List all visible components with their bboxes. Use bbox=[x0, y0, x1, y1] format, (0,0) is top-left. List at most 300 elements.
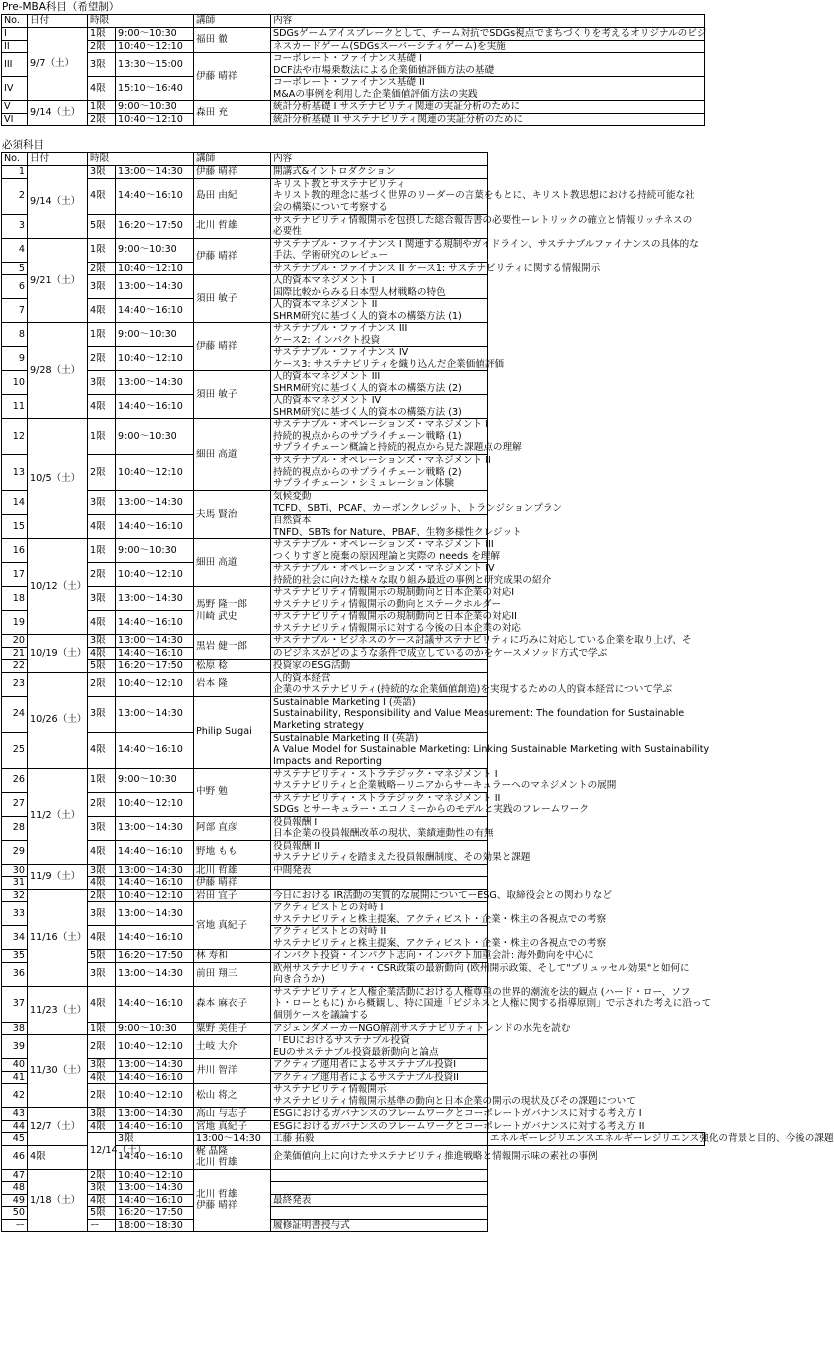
content-line: 持続的視点からのサプライチェーン戦略 (1) bbox=[273, 430, 462, 442]
lecturer-name: 馬野 隆一郎 bbox=[196, 599, 248, 610]
lecturer-name: 土岐 大介 bbox=[196, 1040, 238, 1052]
row-number: 14 bbox=[2, 491, 28, 515]
content-line: 自然資本 bbox=[273, 515, 312, 526]
lecturer-name: 北川 哲雄 bbox=[196, 1188, 238, 1200]
row-number: 43 bbox=[2, 1108, 28, 1121]
period-cell: 2限 bbox=[88, 889, 116, 902]
period-cell: 5限 bbox=[88, 214, 116, 238]
table-row bbox=[2, 101, 705, 114]
row-number: 21 bbox=[2, 647, 28, 660]
period-cell: 1限 bbox=[88, 101, 116, 114]
row-number: 22 bbox=[2, 660, 28, 673]
content-line: つくりすぎと廃棄の原因理論と実際の needs を理解 bbox=[273, 550, 500, 562]
period-cell: 4限 bbox=[88, 1071, 116, 1084]
time-cell: 9:00〜10:30 bbox=[116, 1022, 194, 1035]
content-line: SDGs とサーキュラー・エコノミーからのモデルと実践のフレームワーク bbox=[273, 804, 589, 815]
time-cell: 13:00〜14:30 bbox=[116, 371, 194, 395]
content-cell bbox=[271, 1182, 488, 1195]
content-cell bbox=[271, 950, 594, 963]
period-cell: 3限 bbox=[88, 696, 116, 732]
lecturer-cell bbox=[271, 1133, 488, 1146]
time-cell: 14:40〜16:10 bbox=[116, 395, 194, 419]
period-cell: 4限 bbox=[88, 877, 116, 890]
lecturer-name: 夫馬 賢治 bbox=[196, 508, 238, 520]
time-cell: 14:40〜16:10 bbox=[116, 1071, 194, 1084]
table-row bbox=[2, 178, 705, 214]
content-cell bbox=[271, 515, 522, 539]
content-line: 統計分析基礎 I サステナビリティ関連の実証分析のために bbox=[273, 101, 521, 112]
content-line: 人的資本マネジメント I bbox=[273, 275, 375, 286]
table-row bbox=[2, 299, 705, 323]
row-number: VI bbox=[2, 113, 28, 126]
lecturer-cell bbox=[194, 840, 271, 864]
content-line: 「EUにおけるサステナブル投資 bbox=[273, 1035, 410, 1046]
content-cell bbox=[271, 635, 692, 648]
content-line: キリスト教的理念に基づく世界のリーダーの言葉をもとに、キリスト教思想における持続可能な社 bbox=[273, 190, 695, 202]
period-cell: 2限 bbox=[88, 262, 116, 275]
content-cell bbox=[271, 889, 612, 902]
lecturer-cell bbox=[194, 1035, 271, 1059]
content-line: 手法、学術研究のレビュー bbox=[273, 250, 389, 261]
time-cell: 10:40〜12:10 bbox=[116, 347, 194, 371]
content-line: 履修証明書授与式 bbox=[273, 1219, 350, 1231]
content-line: コーポレート・ファイナンス基礎 II bbox=[273, 77, 425, 88]
table-row bbox=[2, 214, 705, 238]
lecturer-cell bbox=[194, 539, 271, 587]
period-cell: ー bbox=[88, 1219, 116, 1232]
content-line: 役員報酬 II bbox=[273, 840, 321, 852]
row-number: 9 bbox=[2, 347, 28, 371]
row-number: 3 bbox=[2, 214, 28, 238]
lecturer-name: 伊藤 晴祥 bbox=[196, 166, 238, 177]
content-cell bbox=[271, 986, 712, 1022]
time-cell: 10:40〜12:10 bbox=[116, 1169, 194, 1182]
time-cell: 13:00〜14:30 bbox=[116, 275, 194, 299]
content-line: サステナブル・オペレーションズ・マネジメント IV bbox=[273, 563, 495, 574]
lecturer-name: 岩本 隆 bbox=[196, 678, 228, 690]
content-line: 開講式&イントロダクション bbox=[273, 166, 396, 177]
period-cell: 4限 bbox=[88, 647, 116, 660]
table-row bbox=[2, 77, 705, 101]
content-line: サステナブル・ファイナンス II ケース1: サステナビリティに関する情報開示 bbox=[273, 262, 601, 274]
date-cell: 9/21（土） bbox=[28, 238, 88, 323]
time-cell: 14:40〜16:10 bbox=[116, 647, 194, 660]
content-cell bbox=[271, 1219, 488, 1232]
row-number: 20 bbox=[2, 635, 28, 648]
table-row bbox=[2, 1169, 705, 1182]
content-line: 最終発表 bbox=[273, 1194, 312, 1206]
content-line: サステナビリティと株主提案、アクティビスト・企業・株主の各視点での考察 bbox=[273, 913, 607, 925]
time-cell: 10:40〜12:10 bbox=[116, 1084, 194, 1108]
row-number: 17 bbox=[2, 563, 28, 587]
time-cell: 10:40〜12:10 bbox=[116, 40, 194, 53]
content-cell bbox=[271, 347, 505, 371]
row-number: ー bbox=[2, 1219, 28, 1232]
content-line: A Value Model for Sustainable Marketing: Linking Sustainable Marketing with Sustainability bbox=[273, 744, 710, 756]
date-cell: 1/18（土） bbox=[28, 1169, 88, 1232]
period-cell: 4限 bbox=[88, 732, 116, 768]
content-line: 必要性 bbox=[273, 226, 302, 237]
content-line: 持続的視点からのサプライチェーン戦略 (2) bbox=[273, 466, 462, 478]
lecturer-cell bbox=[194, 950, 271, 963]
lecturer-name: 細田 高道 bbox=[196, 556, 238, 568]
content-cell bbox=[271, 768, 617, 792]
table-row bbox=[2, 347, 705, 371]
content-line: 人的資本マネジメント II bbox=[273, 299, 378, 310]
lecturer-cell bbox=[194, 1022, 271, 1035]
time-cell: 16:20〜17:50 bbox=[116, 660, 194, 673]
row-number: 40 bbox=[2, 1059, 28, 1072]
date-cell: 12/7（土） bbox=[28, 1108, 88, 1146]
row-number: 50 bbox=[2, 1207, 28, 1220]
content-line: Sustainability, Responsibility and Value Measurement: The foundation for Sustainable bbox=[273, 708, 685, 720]
content-line: TNFD、SBTs for Nature、PBAF、生物多様性クレジット bbox=[273, 526, 522, 538]
row-number: 5 bbox=[2, 262, 28, 275]
content-line: 個別ケースを議論する bbox=[273, 1009, 369, 1021]
time-cell: 9:00〜10:30 bbox=[116, 238, 194, 262]
table-row bbox=[2, 840, 705, 864]
period-cell: 4限 bbox=[88, 395, 116, 419]
row-number: 42 bbox=[2, 1084, 28, 1108]
content-line: 向き合うか) bbox=[273, 974, 325, 985]
content-cell bbox=[271, 275, 488, 299]
row-number: 36 bbox=[2, 962, 28, 986]
content-line: サステナビリティ・ストラテジック・マネジメント I bbox=[273, 768, 498, 780]
required-table bbox=[1, 152, 834, 1232]
lecturer-name: 伊藤 晴祥 bbox=[196, 70, 238, 82]
table-row bbox=[2, 1182, 705, 1195]
content-line: サステナビリティと人権企業活動における人権尊重の世界的潮流を法的観点 (ハード・ロー、ソフ bbox=[273, 986, 691, 998]
table-row bbox=[2, 986, 705, 1022]
content-line: TCFD、SBTi、PCAF、カーボンクレジット、トランジションプラン bbox=[273, 502, 563, 514]
row-number: 11 bbox=[2, 395, 28, 419]
table-row bbox=[2, 1022, 705, 1035]
content-line: サステナビリティと株主提案、アクティビスト・企業・株主の各視点での考察 bbox=[273, 937, 607, 949]
time-cell: 13:00〜14:30 bbox=[116, 1108, 194, 1121]
lecturer-cell bbox=[194, 491, 271, 539]
content-cell bbox=[271, 660, 488, 673]
time-cell: 10:40〜12:10 bbox=[116, 563, 194, 587]
content-cell bbox=[271, 1059, 488, 1072]
content-cell bbox=[271, 962, 690, 986]
lecturer-name: 井川 智洋 bbox=[196, 1065, 238, 1077]
time-cell: 13:00〜14:30 bbox=[116, 1182, 194, 1195]
period-cell: 2限 bbox=[88, 1084, 116, 1108]
time-cell: 9:00〜10:30 bbox=[116, 101, 194, 114]
content-line: Sustainable Marketing I (英語) bbox=[273, 696, 416, 708]
time-cell: 10:40〜12:10 bbox=[116, 455, 194, 491]
period-cell: 3限 bbox=[88, 491, 116, 515]
time-cell: 13:00〜14:30 bbox=[116, 587, 194, 611]
row-number: 38 bbox=[2, 1022, 28, 1035]
table-row bbox=[2, 902, 705, 926]
content-cell bbox=[271, 262, 601, 275]
content-line: サステナビリティを踏まえた役員報酬制度、その効果と課題 bbox=[273, 852, 531, 863]
lecturer-name: 北川 哲雄 bbox=[196, 220, 238, 232]
table-row bbox=[2, 816, 705, 840]
header-period: 時限 bbox=[88, 153, 194, 166]
content-line: コーポレート・ファイナンス基礎 I bbox=[273, 53, 422, 64]
content-cell bbox=[271, 491, 563, 515]
lecturer-cell bbox=[194, 1120, 271, 1133]
header-period: 時限 bbox=[88, 15, 194, 28]
period-cell: 4限 bbox=[88, 299, 116, 323]
period-cell: 4限 bbox=[88, 1120, 116, 1133]
lecturer-name: 松原 稔 bbox=[196, 660, 228, 671]
time-cell: 13:30〜15:00 bbox=[116, 53, 194, 77]
table-row bbox=[2, 611, 705, 635]
content-cell bbox=[271, 299, 488, 323]
time-cell: 14:40〜16:10 bbox=[116, 1145, 194, 1169]
content-line: 欧州サステナビリティ・CSR政策の最新動向 (欧州開示政策、そして"ブリュッセル効果"と如何に bbox=[273, 962, 690, 974]
period-cell: 2限 bbox=[88, 792, 116, 816]
content-line: 投資家のESG活動 bbox=[273, 660, 351, 671]
time-cell: 16:20〜17:50 bbox=[116, 1207, 194, 1220]
period-cell: 3限 bbox=[116, 1133, 194, 1146]
lecturer-cell bbox=[194, 696, 271, 768]
time-cell: 13:00〜14:30 bbox=[194, 1133, 271, 1146]
content-cell bbox=[271, 1169, 488, 1182]
time-cell: 14:40〜16:10 bbox=[116, 732, 194, 768]
content-line: 日本企業の役員報酬改革の現状、業績連動性の有無 bbox=[273, 828, 494, 839]
date-cell: 12/14（土） bbox=[88, 1133, 116, 1170]
content-cell bbox=[271, 1084, 636, 1108]
time-cell: 13:00〜14:30 bbox=[116, 816, 194, 840]
row-number: 27 bbox=[2, 792, 28, 816]
content-line: のビジネスがどのような条件で成立しているのかをケースメソッド方式で学ぶ bbox=[273, 647, 608, 659]
content-line: サステナビリティ情報開示の動向とステークホルダー bbox=[273, 598, 502, 610]
content-line: ト・ローともに) から概観し、特に国連「ビジネスと人権に関する指導原則」で示された考えに沿って bbox=[273, 998, 712, 1010]
lecturer-name: 粟野 美佳子 bbox=[196, 1022, 248, 1034]
content-line: EUのサステナブル投資最新動向と論点 bbox=[273, 1046, 439, 1058]
lecturer-name: 細田 高道 bbox=[196, 448, 238, 460]
date-cell: 11/2（土） bbox=[28, 768, 88, 864]
lecturer-cell bbox=[194, 635, 271, 660]
content-cell bbox=[271, 214, 693, 238]
lecturer-name: 須田 敏子 bbox=[196, 292, 238, 304]
period-cell: 2限 bbox=[88, 563, 116, 587]
content-line: ケース2: インパクト投資 bbox=[273, 334, 381, 346]
content-line: ネスカードゲーム(SDGsスーパーシティゲーム)を実施 bbox=[273, 40, 506, 52]
content-line: サステナビリティと企業戦略ーリニアからサーキュラーへのマネジメントの展開 bbox=[273, 780, 617, 791]
content-cell bbox=[271, 877, 488, 890]
lecturer-name: 森田 充 bbox=[196, 107, 228, 119]
time-cell: 9:00〜10:30 bbox=[116, 28, 194, 41]
content-line: サステナビリティ情報開示基準の動向と日本企業の開示の現状及びその課題について bbox=[273, 1095, 636, 1107]
table-row bbox=[2, 113, 705, 126]
content-cell bbox=[271, 77, 705, 101]
table-row bbox=[2, 732, 705, 768]
lecturer-name: 福田 徹 bbox=[196, 34, 228, 46]
content-line: サプライチェーン・シミュレーション体験 bbox=[273, 478, 454, 490]
row-number: 16 bbox=[2, 539, 28, 563]
content-cell bbox=[271, 732, 710, 768]
table-row bbox=[2, 768, 705, 792]
content-line: サステナビリティ情報開示の規制動向と日本企業の対応I bbox=[273, 587, 515, 598]
period-cell: 3限 bbox=[88, 1182, 116, 1195]
content-line: サステナブル・オペレーションズ・マネジメント II bbox=[273, 455, 491, 467]
table-header bbox=[2, 15, 705, 28]
lecturer-cell bbox=[194, 371, 271, 419]
content-line: サステナブル・オペレーションズ・マネジメント III bbox=[273, 539, 494, 550]
period-cell: 3限 bbox=[88, 166, 116, 179]
row-number: 12 bbox=[2, 419, 28, 455]
lecturer-name: 島田 由紀 bbox=[196, 190, 238, 202]
time-cell: 14:40〜16:10 bbox=[116, 986, 194, 1022]
table-row bbox=[2, 371, 705, 395]
lecturer-cell bbox=[194, 214, 271, 238]
header-content: 内容 bbox=[271, 15, 705, 28]
table-row bbox=[2, 647, 705, 660]
content-line: 企業のサステナビリティ(持続的な企業価値創造)を実現するための人的資本経営について学ぶ bbox=[273, 684, 673, 695]
header-no: No. bbox=[2, 15, 28, 28]
table-row bbox=[2, 1071, 705, 1084]
period-cell: 1限 bbox=[88, 28, 116, 41]
content-line: 国際比較からみる日本型人材戦略の特色 bbox=[273, 286, 446, 298]
content-cell bbox=[271, 563, 552, 587]
row-number: V bbox=[2, 101, 28, 114]
time-cell: 14:40〜16:10 bbox=[116, 877, 194, 890]
lecturer-cell bbox=[194, 323, 271, 371]
lecturer-cell bbox=[194, 166, 271, 179]
content-line: エネルギーレジリエンスエネルギーレジリエンス強化の背景と目的、今後の課題 bbox=[490, 1133, 834, 1144]
lecturer-cell bbox=[194, 1108, 271, 1121]
period-cell: 4限 bbox=[88, 840, 116, 864]
content-cell bbox=[271, 455, 491, 491]
row-number: 30 bbox=[2, 864, 28, 877]
content-line: SHRM研究に基づく人的資本の構築方法 (2) bbox=[273, 382, 462, 394]
period-cell: 3限 bbox=[88, 371, 116, 395]
content-cell bbox=[271, 539, 500, 563]
lecturer-name: 須田 敏子 bbox=[196, 388, 238, 400]
content-line: Impacts and Reporting bbox=[273, 755, 382, 767]
period-cell: 4限 bbox=[88, 611, 116, 635]
table-row bbox=[2, 275, 705, 299]
lecturer-name: 川崎 武史 bbox=[196, 610, 238, 622]
time-cell: 14:40〜16:10 bbox=[116, 178, 194, 214]
row-number: 41 bbox=[2, 1071, 28, 1084]
time-cell: 13:00〜14:30 bbox=[116, 635, 194, 648]
lecturer-cell bbox=[194, 962, 271, 986]
table-row bbox=[2, 395, 705, 419]
content-cell bbox=[271, 323, 488, 347]
time-cell: 13:00〜14:30 bbox=[116, 166, 194, 179]
period-cell: 1限 bbox=[88, 539, 116, 563]
content-line: 気候変動 bbox=[273, 491, 312, 502]
content-line: 役員報酬 I bbox=[273, 816, 318, 828]
content-cell bbox=[271, 113, 705, 126]
period-cell: 1限 bbox=[88, 1022, 116, 1035]
lecturer-name: 伊藤 晴祥 bbox=[196, 340, 238, 352]
content-cell bbox=[271, 647, 608, 660]
pre-mba-section-title: Pre-MBA科目（希望制） bbox=[2, 1, 120, 13]
content-line: SHRM研究に基づく人的資本の構築方法 (1) bbox=[273, 310, 462, 322]
table-row bbox=[2, 40, 705, 53]
row-number: 47 bbox=[2, 1169, 28, 1182]
lecturer-cell bbox=[194, 1084, 271, 1108]
lecturer-cell bbox=[194, 419, 271, 491]
table-row bbox=[2, 323, 705, 347]
lecturer-name: 森本 麻衣子 bbox=[196, 998, 248, 1010]
period-cell: 3限 bbox=[88, 902, 116, 926]
lecturer-cell bbox=[194, 1145, 271, 1169]
lecturer-name: 野地 もも bbox=[196, 846, 238, 858]
content-cell bbox=[271, 672, 673, 696]
table-row bbox=[2, 539, 705, 563]
lecturer-name: 黒岩 健一郎 bbox=[196, 641, 248, 653]
date-cell: 11/9（土） bbox=[28, 864, 88, 889]
lecturer-cell bbox=[194, 238, 271, 275]
row-number: 7 bbox=[2, 299, 28, 323]
date-cell: 10/5（土） bbox=[28, 419, 88, 539]
lecturer-name: 伊藤 晴祥 bbox=[196, 877, 238, 888]
table-row bbox=[2, 672, 705, 696]
content-cell bbox=[271, 178, 695, 214]
lecturer-name: 松山 将之 bbox=[196, 1089, 238, 1101]
table-row bbox=[2, 1194, 705, 1207]
lecturer-cell bbox=[194, 1059, 271, 1084]
row-number: 33 bbox=[2, 902, 28, 926]
content-line: サステナビリティ情報開示に対する今後の日本企業の対応 bbox=[273, 622, 521, 634]
content-cell bbox=[271, 926, 607, 950]
content-line: サステナブル・ビジネスのケース討議サステナビリティに巧みに対応している企業を取り上げ、そ bbox=[273, 635, 692, 646]
table-row bbox=[2, 1059, 705, 1072]
lecturer-cell bbox=[194, 768, 271, 816]
table-row bbox=[2, 877, 705, 890]
content-cell bbox=[271, 395, 488, 419]
period-cell: 3限 bbox=[88, 816, 116, 840]
row-number: 18 bbox=[2, 587, 28, 611]
time-cell: 16:20〜17:50 bbox=[116, 214, 194, 238]
pre-mba-table bbox=[1, 14, 705, 126]
header-no: No. bbox=[2, 153, 28, 166]
content-cell bbox=[271, 53, 705, 77]
time-cell: 10:40〜12:10 bbox=[116, 113, 194, 126]
lecturer-cell bbox=[194, 1169, 271, 1232]
time-cell: 14:40〜16:10 bbox=[116, 299, 194, 323]
period-cell: 2限 bbox=[88, 1169, 116, 1182]
lecturer-cell bbox=[194, 672, 271, 696]
table-row bbox=[2, 419, 705, 455]
content-cell bbox=[271, 371, 488, 395]
content-cell bbox=[271, 1207, 488, 1220]
header-date: 日付 bbox=[28, 153, 88, 166]
content-cell bbox=[271, 238, 699, 262]
date-cell: 9/14（土） bbox=[28, 101, 88, 126]
content-line: Sustainable Marketing II (英語) bbox=[273, 732, 419, 744]
row-number: 8 bbox=[2, 323, 28, 347]
table-row bbox=[2, 455, 705, 491]
content-cell bbox=[271, 587, 515, 611]
date-cell: 10/12（土） bbox=[28, 539, 88, 635]
time-cell: 9:00〜10:30 bbox=[116, 323, 194, 347]
content-cell bbox=[271, 1071, 488, 1084]
content-cell bbox=[271, 1194, 488, 1207]
content-cell bbox=[488, 1133, 834, 1146]
content-cell bbox=[271, 611, 521, 635]
time-cell: 9:00〜10:30 bbox=[116, 768, 194, 792]
period-cell: 2限 bbox=[88, 347, 116, 371]
date-cell: 9/28（土） bbox=[28, 323, 88, 419]
time-cell: 14:40〜16:10 bbox=[116, 515, 194, 539]
content-line: サステナブル・オペレーションズ・マネジメント I bbox=[273, 419, 489, 431]
row-number: 13 bbox=[2, 455, 28, 491]
content-cell bbox=[271, 1022, 571, 1035]
row-number: II bbox=[2, 40, 28, 53]
table-header bbox=[2, 153, 705, 166]
table-row bbox=[2, 962, 705, 986]
period-cell: 1限 bbox=[88, 419, 116, 455]
